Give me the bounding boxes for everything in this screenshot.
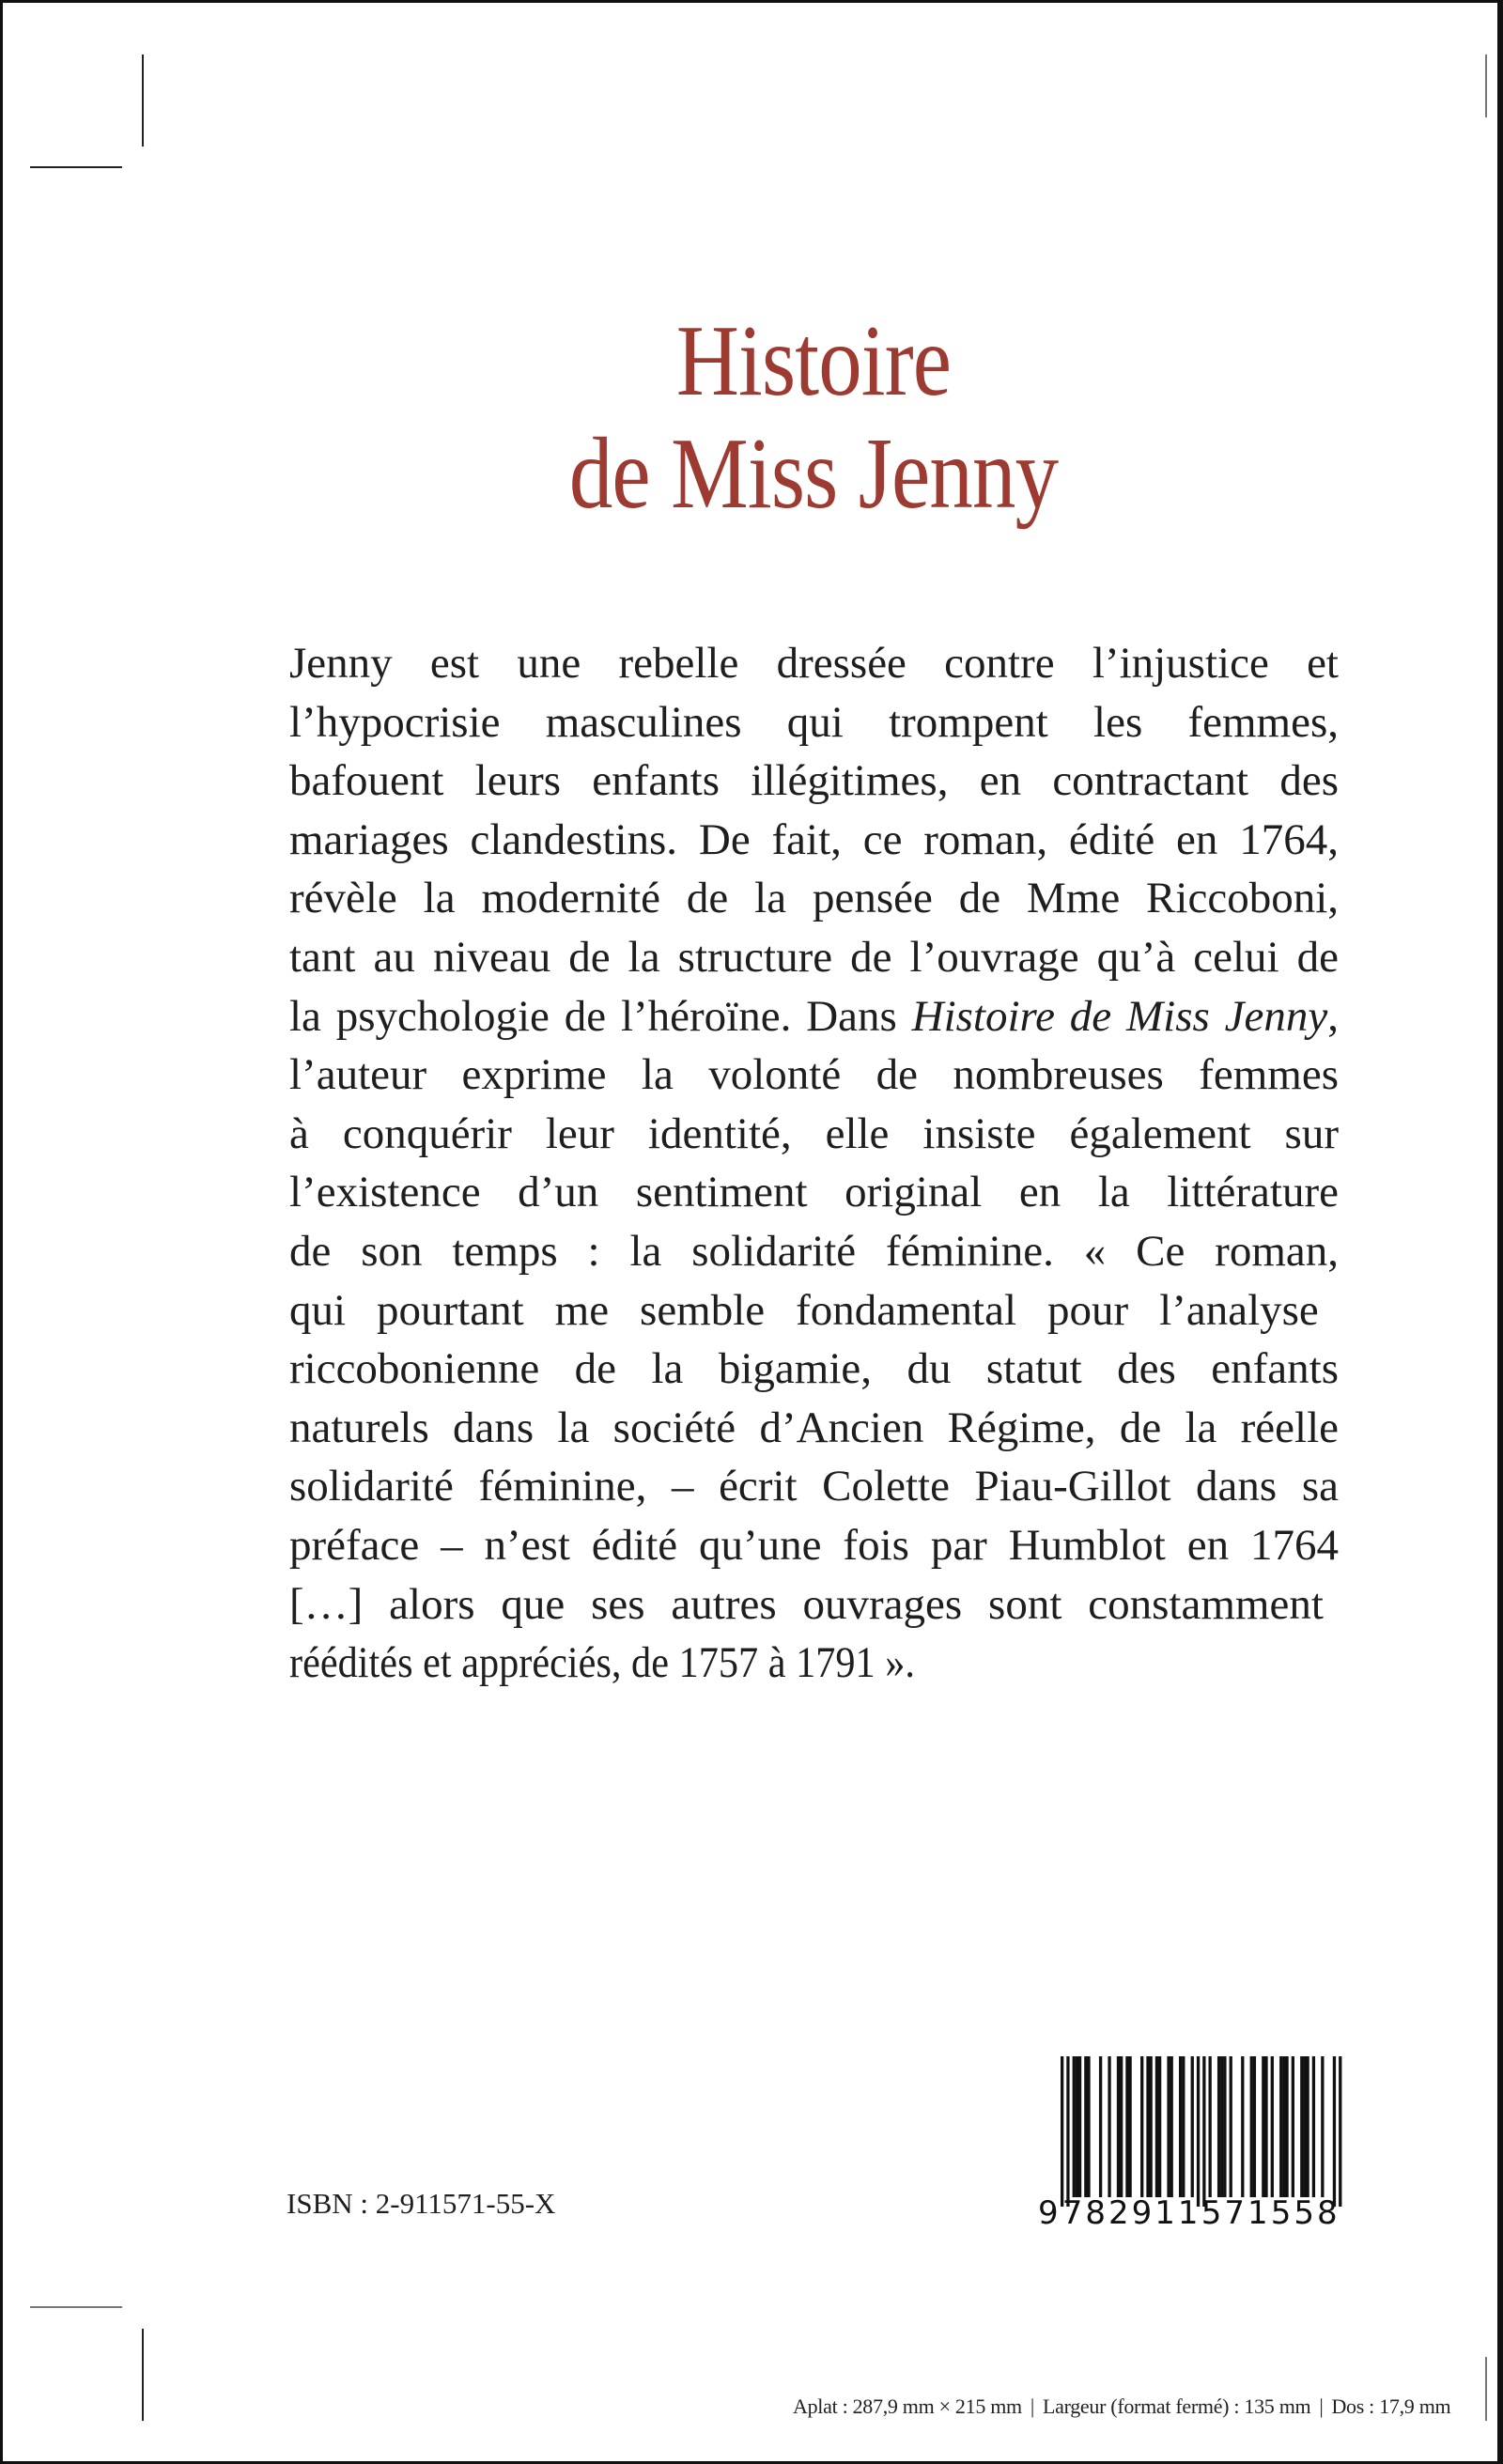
book-title-line-1: Histoire [675,305,952,417]
blurb-line: naturels dans la société d’Ancien Régime, de la réelle [289,1402,1339,1452]
crop-mark-top-left-horizontal [30,166,122,168]
blurb-line: l’existence d’un sentiment original en la littérature [289,1168,1339,1217]
blurb-line: bafouent leurs enfants illégitimes, en contractant des [289,756,1339,806]
blurb-line [289,987,1339,1046]
blurb-line: de son temps : la solidarité féminine. « Ce roman, [289,1226,1339,1276]
blurb-line: qui pourtant me semble fondamental pour l’analyse [289,1285,1319,1335]
dimension-largeur: Largeur (format fermé) : 135 mm [1042,2394,1311,2418]
svg-text:571558: 571558 [1201,2194,1340,2230]
blurb-line: réédités et appréciés, de 1757 à 1791 ». [289,1638,915,1688]
book-title-italic: Histoire de Miss Jenny [911,991,1328,1041]
blurb-line: riccobonienne de la bigamie, du statut des enfants [289,1344,1339,1394]
book-title-line-2: de Miss Jenny [568,418,1059,530]
back-cover-blurb [289,634,1339,1693]
blurb-line: révèle la modernité de la pensée de Mme Riccoboni, [289,874,1339,923]
blurb-text: , [1327,991,1339,1041]
dimension-aplat: Aplat : 287,9 mm × 215 mm [793,2394,1022,2418]
ean13-barcode [1036,2056,1346,2230]
print-dimensions [793,2394,1450,2419]
blurb-line: Jenny est une rebelle dressée contre l’injustice et [289,639,1339,688]
dimension-separator: | [1319,2394,1324,2418]
blurb-line: mariages clandestins. De fait, ce roman, édité en 1764, [289,814,1339,864]
blurb-line: à conquérir leur identité, elle insiste également sur [289,1108,1339,1158]
dimension-dos: Dos : 17,9 mm [1331,2394,1451,2418]
blurb-line: tant au niveau de la structure de l’ouvrage qu’à celui de [289,932,1339,982]
crop-mark-bottom-right-vertical [1485,2357,1487,2421]
crop-mark-top-right-vertical [1485,54,1487,117]
blurb-line: […] alors que ses autres ouvrages sont constamment [289,1579,1324,1629]
svg-text:782911: 782911 [1061,2194,1201,2230]
dimension-separator: | [1030,2394,1034,2418]
blurb-text: la psychologie de l’héroïne. Dans [289,991,912,1041]
svg-text:9: 9 [1038,2194,1059,2230]
barcode-graphic [1036,2056,1346,2230]
blurb-line: l’auteur exprime la volonté de nombreuses femmes [289,1050,1339,1100]
isbn-label: ISBN : 2-911571-55-X [287,2187,556,2220]
crop-mark-bottom-left-horizontal [30,2306,122,2308]
blurb-line: solidarité féminine, – écrit Colette Piau-Gillot dans sa [289,1462,1339,1511]
crop-mark-top-left-vertical [142,54,144,147]
crop-mark-bottom-left-vertical [142,2329,144,2421]
blurb-line: préface – n’est édité qu’une fois par Humblot en 1764 [289,1520,1339,1570]
blurb-line: l’hypocrisie masculines qui trompent les femmes, [289,697,1339,747]
